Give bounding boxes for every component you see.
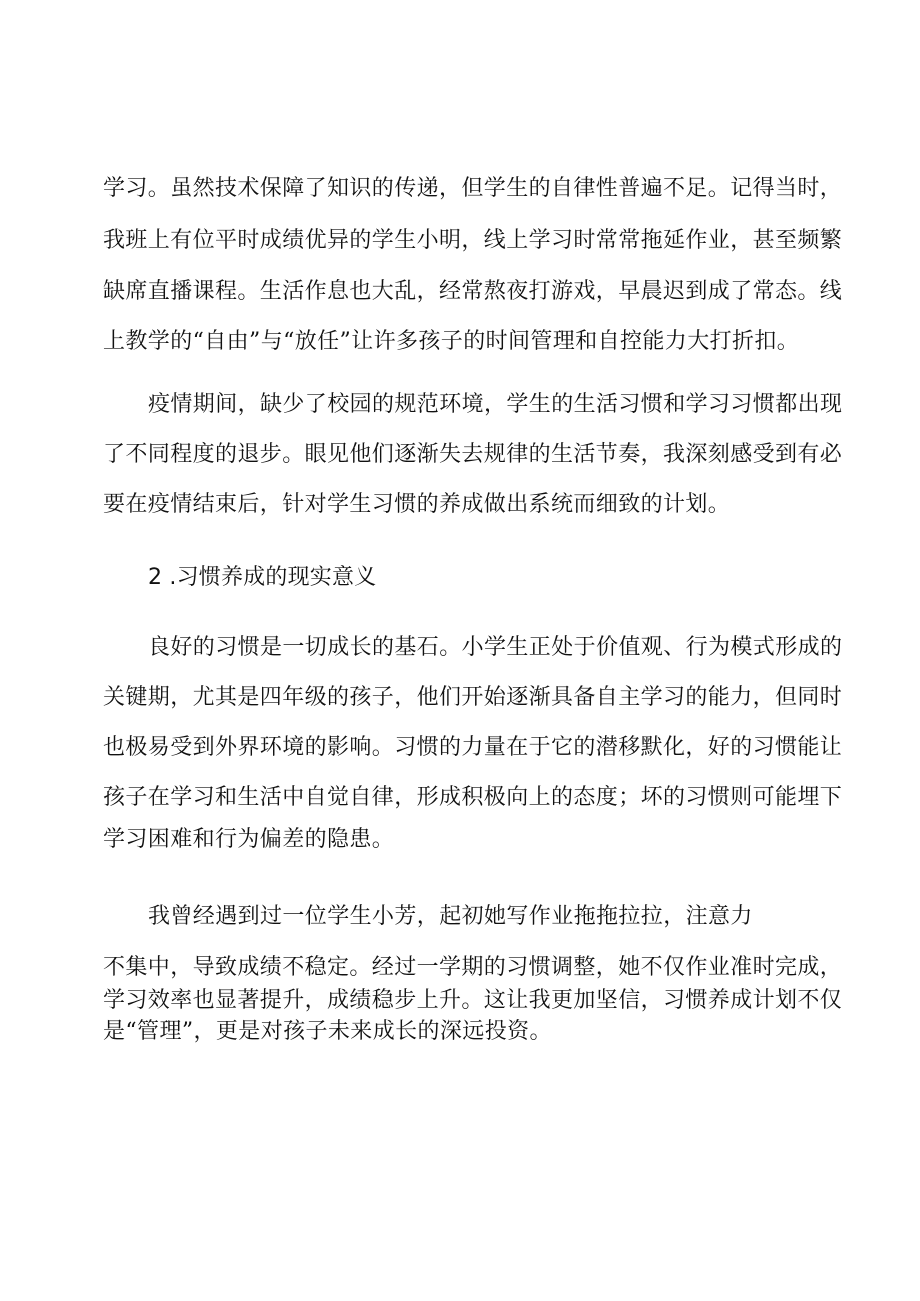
paragraph-1-line-1: 学习。虽然技术保障了知识的传递，但学生的自律性普遍不足。记得当时， (103, 176, 843, 201)
paragraph-1-line-3: 缺席直播课程。生活作息也大乱，经常熬夜打游戏，早晨迟到成了常态。线 (103, 279, 843, 304)
paragraph-3-line-1: 良好的习惯是一切成长的基石。小学生正处于价值观、行为模式形成的 (148, 635, 843, 660)
paragraph-3-line-2: 关键期，尤其是四年级的孩子，他们开始逐渐具备自主学习的能力，但同时 (103, 685, 843, 710)
paragraph-4-line-4: 是“管理”，更是对孩子未来成长的深远投资。 (103, 1019, 552, 1044)
paragraph-3-line-4: 孩子在学习和生活中自觉自律，形成积极向上的态度；坏的习惯则可能埋下 (103, 785, 843, 810)
paragraph-2-line-1: 疫情期间，缺少了校园的规范环境，学生的生活习惯和学习习惯都出现 (148, 392, 843, 417)
paragraph-4-line-3: 学习效率也显著提升，成绩稳步上升。这让我更加坚信，习惯养成计划不仅 (103, 988, 843, 1013)
paragraph-1-line-4: 上教学的“自由”与“放任”让许多孩子的时间管理和自控能力大打折扣。 (103, 329, 800, 354)
paragraph-4-line-2: 不集中，导致成绩不稳定。经过一学期的习惯调整，她不仅作业准时完成， (103, 955, 843, 980)
paragraph-1-line-2: 我班上有位平时成绩优异的学生小明，线上学习时常常拖延作业，甚至频繁 (103, 228, 843, 253)
paragraph-2-line-3: 要在疫情结束后，针对学生习惯的养成做出系统而细致的计划。 (103, 492, 731, 517)
paragraph-4-line-1: 我曾经遇到过一位学生小芳，起初她写作业拖拖拉拉，注意力 (148, 904, 753, 929)
paragraph-3-line-3: 也极易受到外界环境的影响。习惯的力量在于它的潜移默化，好的习惯能让 (103, 735, 843, 760)
paragraph-3-line-5: 学习困难和行为偏差的隐患。 (103, 827, 395, 852)
section-heading: 2 .习惯养成的现实意义 (148, 565, 377, 590)
paragraph-2-line-2: 了不同程度的退步。眼见他们逐渐失去规律的生活节奏，我深刻感受到有必 (103, 442, 843, 467)
